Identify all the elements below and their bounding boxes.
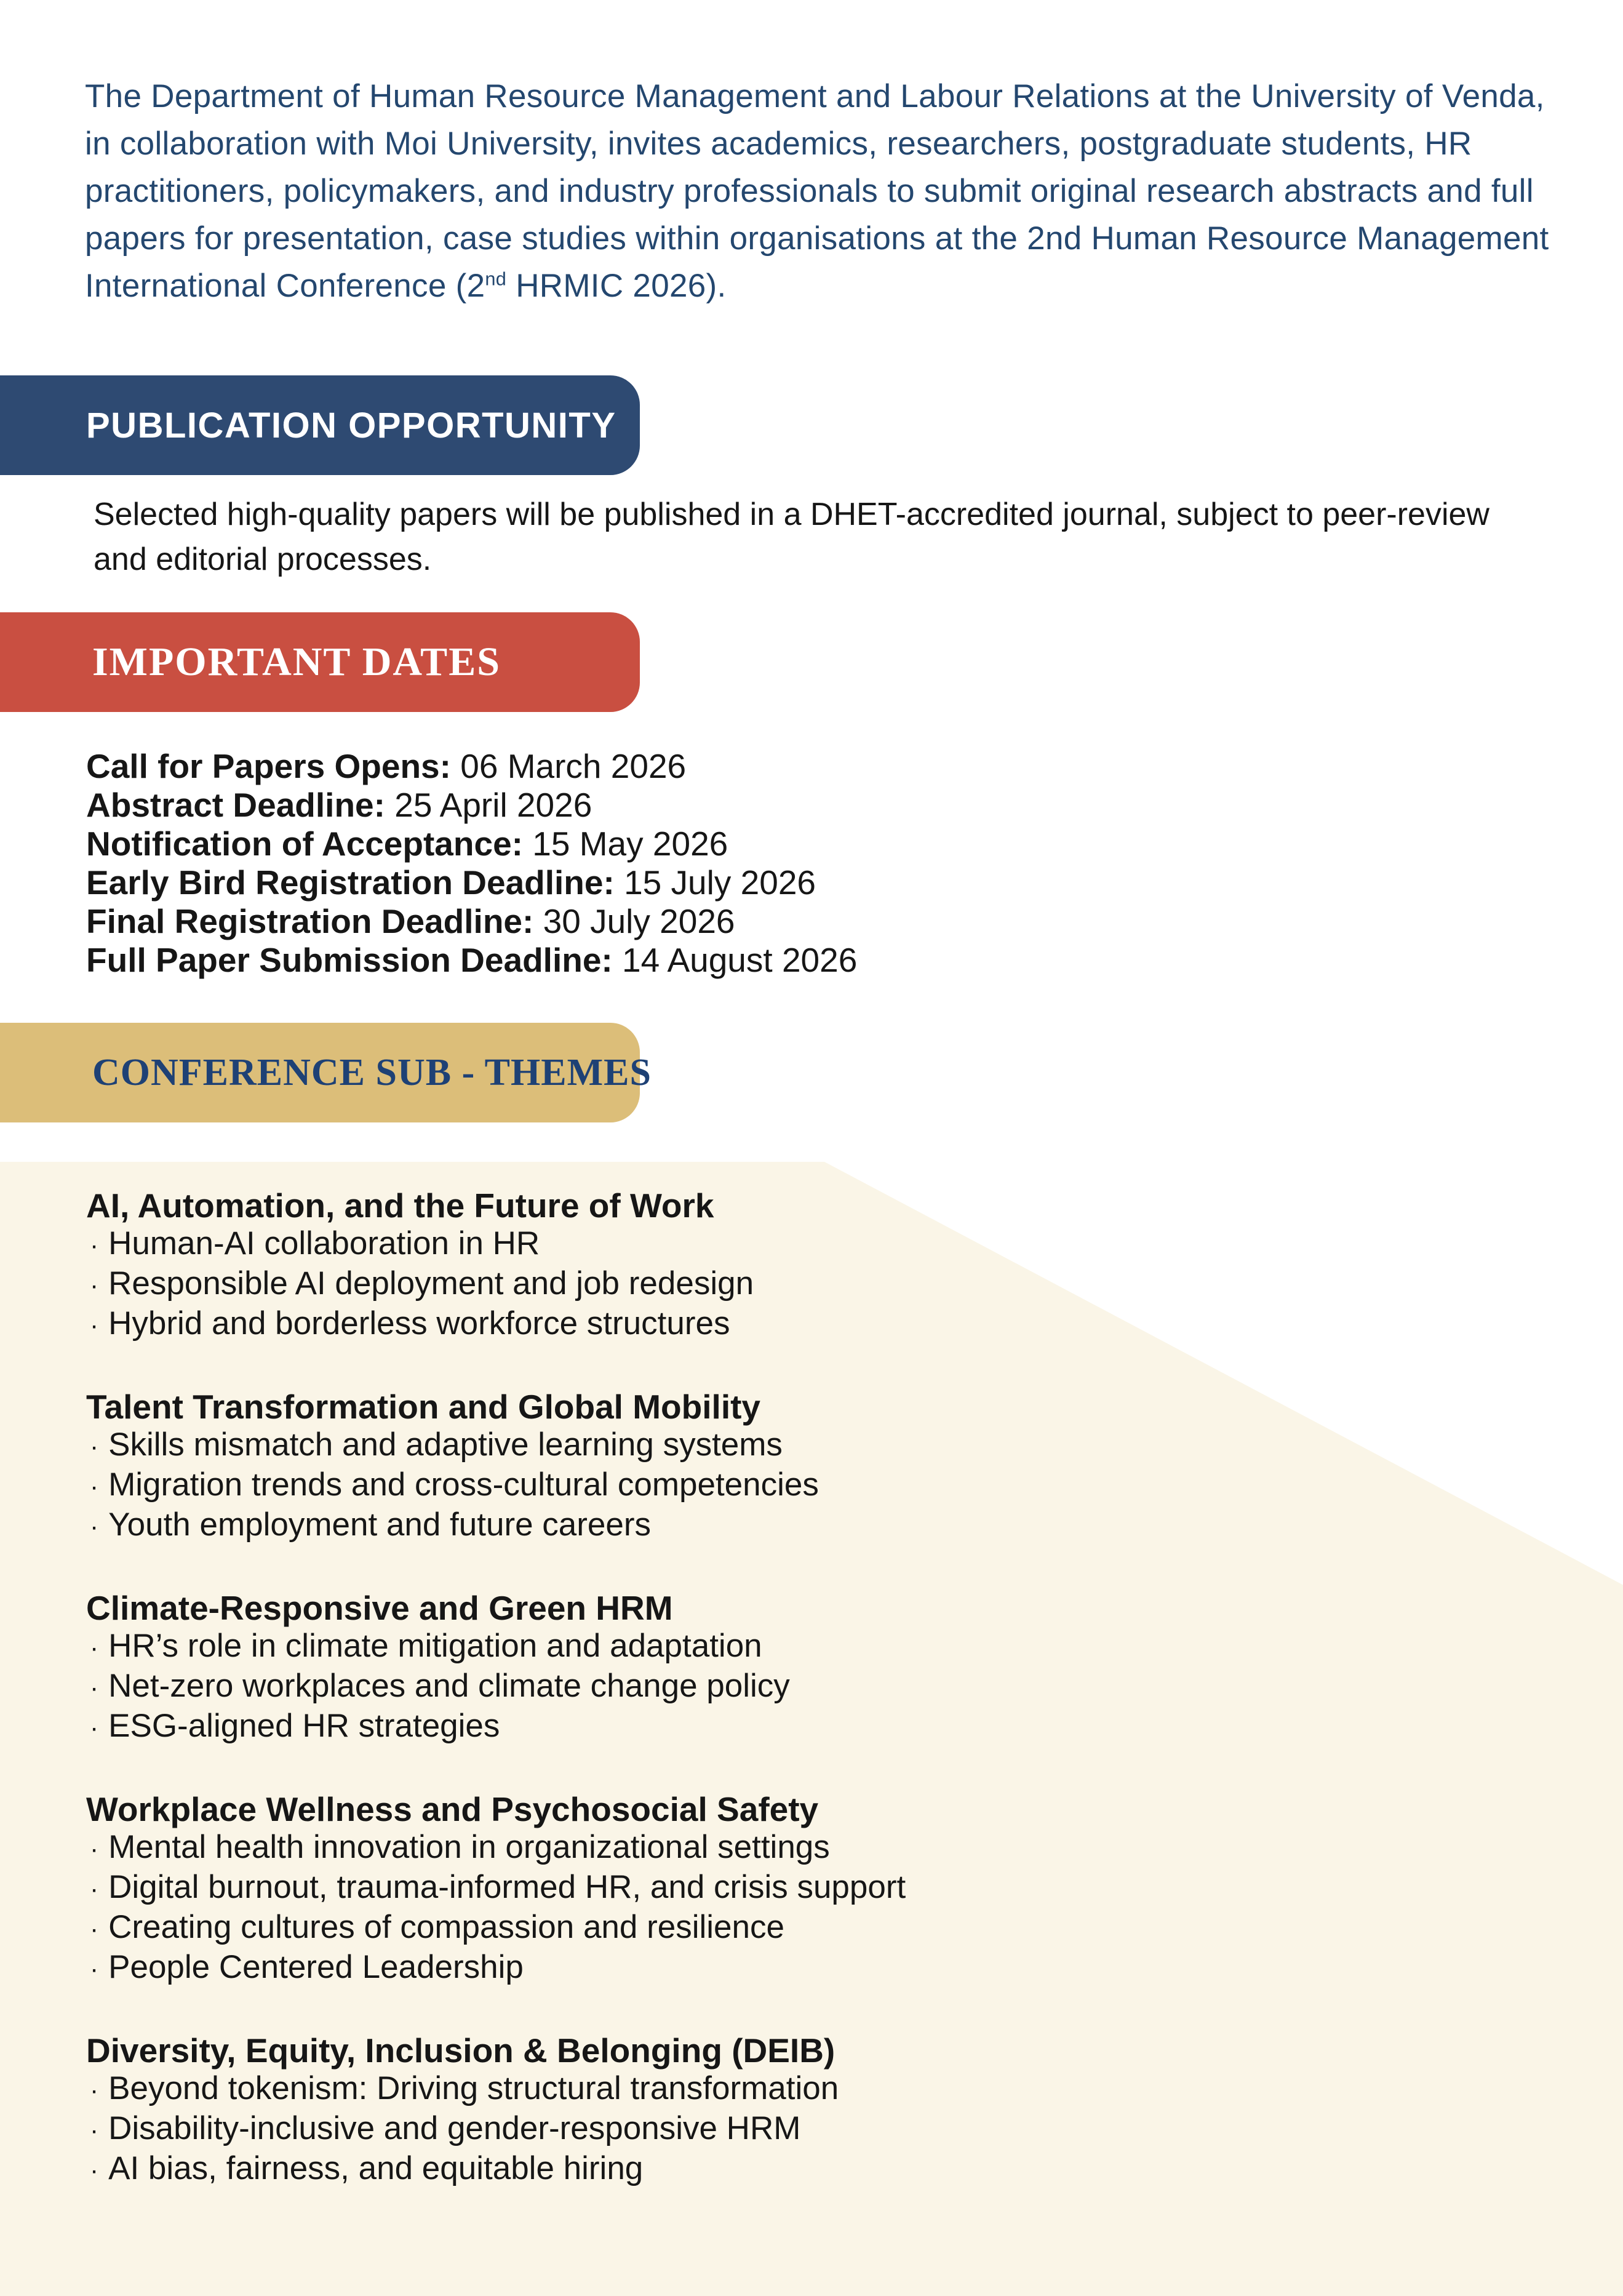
theme-title: AI, Automation, and the Future of Work xyxy=(86,1186,714,1225)
bullet-item xyxy=(86,1506,1501,1546)
bullet-text: HR’s role in climate mitigation and adaptation xyxy=(108,1628,762,1664)
bullet-text: Creating cultures of compassion and resilience xyxy=(108,1909,784,1945)
date-row xyxy=(86,825,1501,863)
intro-text-end: HRMIC 2026). xyxy=(506,268,727,304)
date-value: 25 April 2026 xyxy=(394,786,592,824)
bullet-item xyxy=(86,1627,1501,1667)
theme-title: Talent Transformation and Global Mobility xyxy=(86,1388,760,1426)
intro-paragraph xyxy=(85,73,1561,310)
date-label: Call for Papers Opens: xyxy=(86,747,451,785)
bullet-dot: · xyxy=(90,1311,99,1340)
publication-banner-label: PUBLICATION OPPORTUNITY xyxy=(86,405,616,446)
bullet-dot: · xyxy=(90,1954,99,1983)
date-value: 06 March 2026 xyxy=(460,747,687,785)
bullet-text: AI bias, fairness, and equitable hiring xyxy=(108,2150,644,2186)
bullet-text: Beyond tokenism: Driving structural transformation xyxy=(108,2070,839,2106)
bullet-item xyxy=(86,1908,1501,1948)
bullet-dot: · xyxy=(90,1472,99,1501)
bullet-item xyxy=(86,1305,1501,1345)
bullet-item xyxy=(86,2150,1501,2190)
date-row xyxy=(86,747,1501,786)
theme-group xyxy=(86,1790,1501,1988)
intro-text-start: The Department of Human Resource Management and Labour Relations at the University of Venda, in collaboration with Moi University, invites academics, researchers, postgraduate students, HR practitioners, policymakers, and industry professionals to submit original research abstracts and full papers for presentation, case studies within organisations at the 2nd Human Resource Management International Conference (2 xyxy=(85,78,1549,304)
publication-opportunity-banner xyxy=(0,375,640,475)
date-row xyxy=(86,941,1501,980)
date-label: Notification of Acceptance: xyxy=(86,825,523,863)
bullet-text: Youth employment and future careers xyxy=(108,1506,652,1543)
theme-group xyxy=(86,1589,1501,1747)
date-label: Full Paper Submission Deadline: xyxy=(86,941,613,979)
bullet-dot: · xyxy=(90,1231,99,1260)
date-row xyxy=(86,863,1501,902)
bullet-text: Migration trends and cross-cultural competencies xyxy=(108,1466,819,1503)
date-value: 30 July 2026 xyxy=(543,902,735,940)
bullet-text: Human-AI collaboration in HR xyxy=(108,1225,540,1262)
important-dates-banner xyxy=(0,612,640,712)
bullet-item xyxy=(86,1466,1501,1506)
date-label: Final Registration Deadline: xyxy=(86,902,534,940)
bullet-item xyxy=(86,1828,1501,1868)
bullet-item xyxy=(86,1225,1501,1265)
bullet-text: Digital burnout, trauma-informed HR, and crisis support xyxy=(108,1869,906,1905)
bullet-text: Mental health innovation in organizational settings xyxy=(108,1829,830,1865)
bullet-dot: · xyxy=(90,1834,99,1863)
theme-title: Climate-Responsive and Green HRM xyxy=(86,1589,673,1627)
bullet-item xyxy=(86,1426,1501,1466)
bullet-item xyxy=(86,1948,1501,1988)
bullet-dot: · xyxy=(90,1673,99,1702)
bullet-item xyxy=(86,1265,1501,1305)
date-label: Early Bird Registration Deadline: xyxy=(86,863,615,902)
ordinal-superscript: nd xyxy=(485,268,507,290)
theme-title: Workplace Wellness and Psychosocial Safety xyxy=(86,1790,819,1828)
bullet-item xyxy=(86,2110,1501,2150)
bullet-text: Hybrid and borderless workforce structures xyxy=(108,1305,730,1342)
bullet-dot: · xyxy=(90,2116,99,2145)
date-row xyxy=(86,902,1501,941)
bullet-text: Net-zero workplaces and climate change policy xyxy=(108,1668,790,1704)
bullet-dot: · xyxy=(90,2156,99,2185)
theme-group xyxy=(86,1388,1501,1546)
bullet-item xyxy=(86,2070,1501,2110)
bullet-text: Disability-inclusive and gender-responsive HRM xyxy=(108,2110,801,2146)
dates-banner-label: IMPORTANT DATES xyxy=(92,639,501,684)
bullet-text: Skills mismatch and adaptive learning systems xyxy=(108,1426,783,1463)
date-value: 15 July 2026 xyxy=(624,863,816,902)
theme-group xyxy=(86,2031,1501,2190)
theme-group xyxy=(86,1186,1501,1345)
bullet-text: ESG-aligned HR strategies xyxy=(108,1708,500,1744)
date-value: 14 August 2026 xyxy=(622,941,858,979)
date-label: Abstract Deadline: xyxy=(86,786,385,824)
bullet-dot: · xyxy=(90,1432,99,1461)
date-value: 15 May 2026 xyxy=(532,825,728,863)
bullet-dot: · xyxy=(90,1271,99,1300)
bullet-text: Responsible AI deployment and job redesign xyxy=(108,1265,754,1302)
bullet-item xyxy=(86,1667,1501,1707)
themes-section xyxy=(86,1186,1501,2233)
bullet-dot: · xyxy=(90,1914,99,1943)
conference-sub-themes-banner xyxy=(0,1023,652,1122)
date-row xyxy=(86,786,1501,825)
bullet-text: People Centered Leadership xyxy=(108,1949,524,1985)
publication-description: Selected high-quality papers will be published in a DHET-accredited journal, subject to peer-review and editorial processes. xyxy=(94,497,1489,577)
bullet-dot: · xyxy=(90,1874,99,1903)
dates-list xyxy=(86,747,1501,980)
theme-title: Diversity, Equity, Inclusion & Belonging (DEIB) xyxy=(86,2031,835,2070)
themes-banner-label: CONFERENCE SUB - THEMES xyxy=(92,1051,652,1094)
bullet-item xyxy=(86,1868,1501,1908)
bullet-dot: · xyxy=(90,1633,99,1662)
bullet-item xyxy=(86,1707,1501,1747)
bullet-dot: · xyxy=(90,1512,99,1541)
bullet-dot: · xyxy=(90,1713,99,1742)
bullet-dot: · xyxy=(90,2076,99,2105)
